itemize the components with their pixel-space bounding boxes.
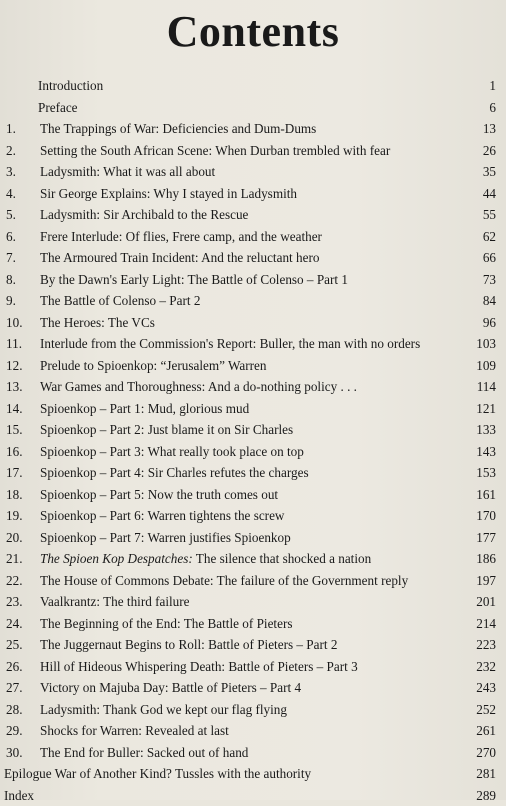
- toc-entry: [0, 204, 506, 226]
- page-number: 153: [456, 462, 496, 484]
- chapter-title: Vaalkrantz: The third failure: [40, 591, 454, 613]
- page-number: 62: [456, 226, 496, 248]
- chapter-number: 2.: [6, 140, 36, 162]
- chapter-number: 8.: [6, 269, 36, 291]
- toc-entry: [0, 677, 506, 699]
- chapter-title: Spioenkop – Part 4: Sir Charles refutes the charges: [40, 462, 454, 484]
- chapter-title: The Battle of Colenso – Part 2: [40, 290, 454, 312]
- page-number: 232: [456, 656, 496, 678]
- toc-entry: [0, 484, 506, 506]
- chapter-title: Introduction: [38, 75, 454, 97]
- chapter-title: Spioenkop – Part 5: Now the truth comes out: [40, 484, 454, 506]
- chapter-title: Frere Interlude: Of flies, Frere camp, and the weather: [40, 226, 454, 248]
- page-number: 281: [456, 763, 496, 785]
- chapter-title: Ladysmith: What it was all about: [40, 161, 454, 183]
- page-number: 44: [456, 183, 496, 205]
- chapter-number: 13.: [6, 376, 36, 398]
- chapter-title: The Armoured Train Incident: And the reluctant hero: [40, 247, 454, 269]
- toc-entry: [0, 75, 506, 97]
- chapter-number: 19.: [6, 505, 36, 527]
- page-title: Contents: [0, 6, 506, 57]
- toc-entry: [0, 527, 506, 549]
- toc-entry: [0, 269, 506, 291]
- page-number: 1: [456, 75, 496, 97]
- page-number: 214: [456, 613, 496, 635]
- chapter-title: The Beginning of the End: The Battle of Pieters: [40, 613, 454, 635]
- chapter-title: Spioenkop – Part 7: Warren justifies Spioenkop: [40, 527, 454, 549]
- chapter-title: The End for Buller: Sacked out of hand: [40, 742, 454, 764]
- table-of-contents: [0, 75, 506, 806]
- chapter-number: 10.: [6, 312, 36, 334]
- chapter-number: 15.: [6, 419, 36, 441]
- page-number: 66: [456, 247, 496, 269]
- page-number: 96: [456, 312, 496, 334]
- chapter-number: 14.: [6, 398, 36, 420]
- page-number: 73: [456, 269, 496, 291]
- page-number: 114: [456, 376, 496, 398]
- toc-entry: [0, 398, 506, 420]
- chapter-title: Spioenkop – Part 6: Warren tightens the screw: [40, 505, 454, 527]
- page-number: 84: [456, 290, 496, 312]
- toc-entry: [0, 312, 506, 334]
- chapter-number: 12.: [6, 355, 36, 377]
- chapter-title: Ladysmith: Sir Archibald to the Rescue: [40, 204, 454, 226]
- toc-entry: [0, 161, 506, 183]
- toc-entry: [0, 785, 506, 806]
- chapter-title: Hill of Hideous Whispering Death: Battle of Pieters – Part 3: [40, 656, 454, 678]
- chapter-title: Victory on Majuba Day: Battle of Pieters – Part 4: [40, 677, 454, 699]
- page-number: 143: [456, 441, 496, 463]
- page-number: 270: [456, 742, 496, 764]
- chapter-title: The House of Commons Debate: The failure of the Government reply: [40, 570, 454, 592]
- toc-entry: [0, 763, 506, 785]
- page-number: 223: [456, 634, 496, 656]
- chapter-title: By the Dawn's Early Light: The Battle of Colenso – Part 1: [40, 269, 454, 291]
- chapter-number: 3.: [6, 161, 36, 183]
- chapter-number: 27.: [6, 677, 36, 699]
- page-number: 103: [456, 333, 496, 355]
- chapter-title: [40, 548, 454, 570]
- chapter-number: 26.: [6, 656, 36, 678]
- chapter-number: 1.: [6, 118, 36, 140]
- chapter-title: Epilogue War of Another Kind? Tussles with the authority: [4, 763, 454, 785]
- page-number: 177: [456, 527, 496, 549]
- chapter-number: 29.: [6, 720, 36, 742]
- toc-entry: [0, 441, 506, 463]
- toc-entry: [0, 118, 506, 140]
- chapter-title: Spioenkop – Part 3: What really took place on top: [40, 441, 454, 463]
- toc-entry: [0, 699, 506, 721]
- toc-entry: [0, 226, 506, 248]
- page-number: 109: [456, 355, 496, 377]
- toc-entry: [0, 570, 506, 592]
- toc-entry: [0, 656, 506, 678]
- chapter-number: 6.: [6, 226, 36, 248]
- page-number: 289: [456, 785, 496, 806]
- toc-entry: [0, 376, 506, 398]
- page-number: 121: [456, 398, 496, 420]
- page-number: 26: [456, 140, 496, 162]
- chapter-number: 18.: [6, 484, 36, 506]
- chapter-number: 25.: [6, 634, 36, 656]
- chapter-number: 17.: [6, 462, 36, 484]
- page-number: 55: [456, 204, 496, 226]
- chapter-title: Preface: [38, 97, 454, 119]
- page-number: 161: [456, 484, 496, 506]
- chapter-title: Index: [4, 785, 454, 806]
- chapter-title: Sir George Explains: Why I stayed in Ladysmith: [40, 183, 454, 205]
- chapter-number: 30.: [6, 742, 36, 764]
- page-number: 13: [456, 118, 496, 140]
- toc-entry: [0, 247, 506, 269]
- chapter-title: Shocks for Warren: Revealed at last: [40, 720, 454, 742]
- toc-entry: [0, 290, 506, 312]
- page-number: 243: [456, 677, 496, 699]
- chapter-number: 16.: [6, 441, 36, 463]
- toc-entry: [0, 183, 506, 205]
- chapter-number: 9.: [6, 290, 36, 312]
- page-number: 133: [456, 419, 496, 441]
- chapter-title-italic: The Spioen Kop Despatches:: [40, 551, 193, 566]
- toc-entry: [0, 462, 506, 484]
- chapter-title: War Games and Thoroughness: And a do-nothing policy . . .: [40, 376, 454, 398]
- chapter-title: Prelude to Spioenkop: “Jerusalem” Warren: [40, 355, 454, 377]
- toc-entry: [0, 140, 506, 162]
- chapter-title: Spioenkop – Part 1: Mud, glorious mud: [40, 398, 454, 420]
- chapter-number: 23.: [6, 591, 36, 613]
- page-number: 6: [456, 97, 496, 119]
- chapter-title: The Trappings of War: Deficiencies and Dum-Dums: [40, 118, 454, 140]
- toc-entry: [0, 355, 506, 377]
- toc-entry: [0, 505, 506, 527]
- chapter-title: Ladysmith: Thank God we kept our flag flying: [40, 699, 454, 721]
- chapter-number: 28.: [6, 699, 36, 721]
- toc-entry: [0, 742, 506, 764]
- chapter-title: The Heroes: The VCs: [40, 312, 454, 334]
- chapter-title: Setting the South African Scene: When Durban trembled with fear: [40, 140, 454, 162]
- chapter-number: 20.: [6, 527, 36, 549]
- toc-entry: [0, 333, 506, 355]
- toc-entry: [0, 97, 506, 119]
- chapter-number: 7.: [6, 247, 36, 269]
- chapter-number: 4.: [6, 183, 36, 205]
- page-number: 35: [456, 161, 496, 183]
- toc-entry: [0, 613, 506, 635]
- page-number: 201: [456, 591, 496, 613]
- chapter-title: The Juggernaut Begins to Roll: Battle of Pieters – Part 2: [40, 634, 454, 656]
- page-number: 170: [456, 505, 496, 527]
- page-number: 252: [456, 699, 496, 721]
- page-number: 186: [456, 548, 496, 570]
- chapter-title: Interlude from the Commission's Report: Buller, the man with no orders: [40, 333, 454, 355]
- toc-entry: [0, 548, 506, 570]
- chapter-number: 11.: [6, 333, 36, 355]
- toc-entry: [0, 419, 506, 441]
- page-number: 261: [456, 720, 496, 742]
- chapter-title: Spioenkop – Part 2: Just blame it on Sir Charles: [40, 419, 454, 441]
- chapter-number: 22.: [6, 570, 36, 592]
- toc-entry: [0, 634, 506, 656]
- chapter-number: 5.: [6, 204, 36, 226]
- toc-entry: [0, 720, 506, 742]
- chapter-title-rest: The silence that shocked a nation: [193, 551, 371, 566]
- chapter-number: 24.: [6, 613, 36, 635]
- toc-entry: [0, 591, 506, 613]
- page-number: 197: [456, 570, 496, 592]
- chapter-number: 21.: [6, 548, 36, 570]
